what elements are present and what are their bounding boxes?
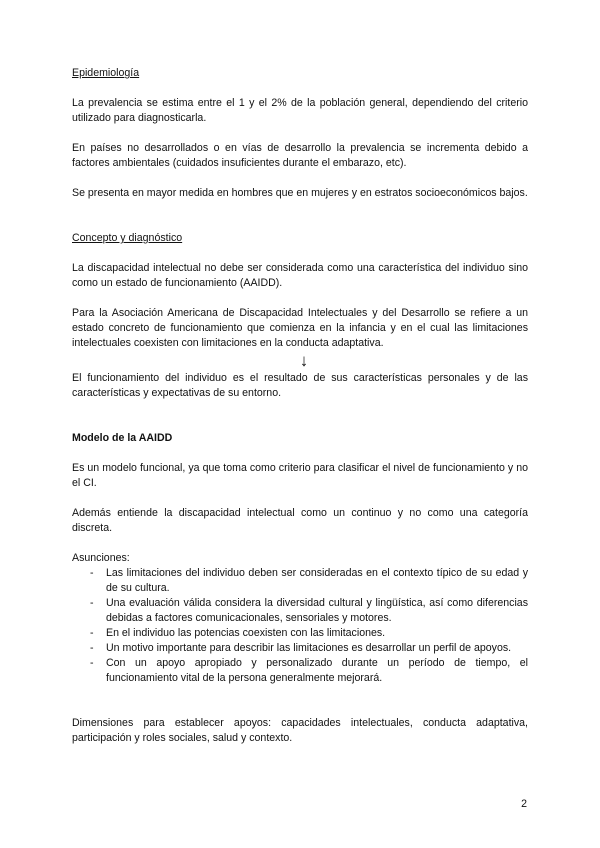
paragraph: Se presenta en mayor medida en hombres que en mujeres y en estratos socioeconómicos bajos. xyxy=(72,187,528,199)
paragraph: La prevalencia se estima entre el 1 y el 2% de la población general, dependiendo del criterio utilizado para diagnosticarla. xyxy=(72,97,528,124)
list-item: - En el individuo las potencias coexisten con las limitaciones. xyxy=(72,626,528,641)
paragraph: Para la Asociación Americana de Discapacidad Intelectuales y del Desarrollo se refiere a un estado concreto de funcionamiento que comienza en la infancia y en el cual las limitaciones intelectuales coexisten con limitaciones en la conducta adaptativa. xyxy=(72,307,528,349)
list-item: - Un motivo importante para describir las limitaciones es desarrollar un perfil de apoyos. xyxy=(72,641,528,656)
down-arrow-icon: ↓ xyxy=(299,351,309,370)
list-item: - Con un apoyo apropiado y personalizado durante un período de tiempo, el funcionamiento vital de la persona generalmente mejorará. xyxy=(72,656,528,686)
list-item: - Una evaluación válida considera la diversidad cultural y lingüística, así como diferencias debidas a factores comunicacionales, sensoriales y motores. xyxy=(72,596,528,626)
paragraph: Además entiende la discapacidad intelectual como un continuo y no como una categoría discreta. xyxy=(72,507,528,534)
paragraph: Es un modelo funcional, ya que toma como criterio para clasificar el nivel de funcionamiento y no el CI. xyxy=(72,462,528,489)
paragraph: La discapacidad intelectual no debe ser considerada como una característica del individuo sino como un estado de funcionamiento (AAIDD). xyxy=(72,262,528,289)
asunciones-label: Asunciones: xyxy=(72,552,130,564)
document-page xyxy=(72,66,528,746)
heading-modelo: Modelo de la AAIDD xyxy=(72,432,173,444)
list-item: - Las limitaciones del individuo deben ser consideradas en el contexto típico de su edad y de su cultura. xyxy=(72,566,528,596)
asunciones-list xyxy=(72,566,528,686)
paragraph: En países no desarrollados o en vías de desarrollo la prevalencia se incrementa debido a factores ambientales (cuidados insuficientes durante el embarazo, etc). xyxy=(72,142,528,169)
paragraph: El funcionamiento del individuo es el resultado de sus características personales y de las características y expectativas de su entorno. xyxy=(72,372,528,399)
page-number: 2 xyxy=(521,798,527,810)
heading-epidemiologia: Epidemiología xyxy=(72,67,140,79)
heading-concepto: Concepto y diagnóstico xyxy=(72,232,183,244)
paragraph: Dimensiones para establecer apoyos: capacidades intelectuales, conducta adaptativa, participación y roles sociales, salud y contexto. xyxy=(72,717,528,744)
